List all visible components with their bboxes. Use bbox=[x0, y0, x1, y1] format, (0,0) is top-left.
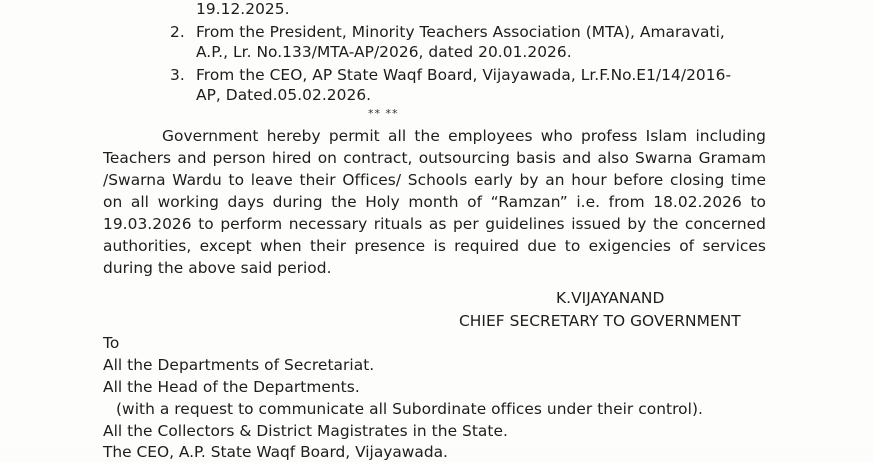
reference-2-text-1: From the President, Minority Teachers Association (MTA), Amaravati, bbox=[196, 23, 725, 41]
distribution-to: To bbox=[103, 334, 120, 352]
order-line-5: 19.03.2026 to perform necessary rituals as per guidelines issued by the concerned bbox=[103, 215, 766, 233]
reference-3-number: 3. bbox=[170, 66, 185, 84]
order-line-3: /Swarna Wardu to leave their Offices/ Schools early by an hour before closing time bbox=[103, 171, 766, 189]
distribution-item: All the Head of the Departments. bbox=[103, 378, 360, 396]
order-line-2: Teachers and person hired on contract, outsourcing basis and also Swarna Gramam bbox=[103, 149, 766, 167]
distribution-item: All the Departments of Secretariat. bbox=[103, 356, 375, 374]
reference-2-number: 2. bbox=[170, 23, 185, 41]
reference-3-line-1 bbox=[170, 65, 731, 85]
distribution-item: All the Collectors & District Magistrates in the State. bbox=[103, 422, 508, 440]
distribution-item-note: (with a request to communicate all Subordinate offices under their control). bbox=[116, 400, 703, 418]
reference-2-line-1 bbox=[170, 22, 725, 42]
reference-3-text-1: From the CEO, AP State Waqf Board, Vijayawada, Lr.F.No.E1/14/2016- bbox=[196, 66, 732, 84]
distribution-item-partial: The CEO, A.P. State Waqf Board, Vijayawada. bbox=[103, 443, 448, 461]
order-line-6: authorities, except when their presence is required due to exigencies of services bbox=[103, 237, 766, 255]
reference-3-line-2: AP, Dated.05.02.2026. bbox=[196, 86, 372, 104]
order-line-1: Government hereby permit all the employees who profess Islam including bbox=[162, 127, 766, 145]
reference-1-tail: 19.12.2025. bbox=[196, 0, 290, 18]
signatory-name: K.VIJAYANAND bbox=[556, 289, 665, 307]
reference-2-line-2: A.P., Lr. No.133/MTA-AP/2026, dated 20.01.2026. bbox=[196, 43, 572, 61]
signatory-designation: CHIEF SECRETARY TO GOVERNMENT bbox=[459, 312, 741, 330]
separator-stars: ** ** bbox=[368, 107, 399, 120]
order-line-7: during the above said period. bbox=[103, 259, 332, 277]
order-line-4: on all working days during the Holy month of “Ramzan” i.e. from 18.02.2026 to bbox=[103, 193, 766, 211]
